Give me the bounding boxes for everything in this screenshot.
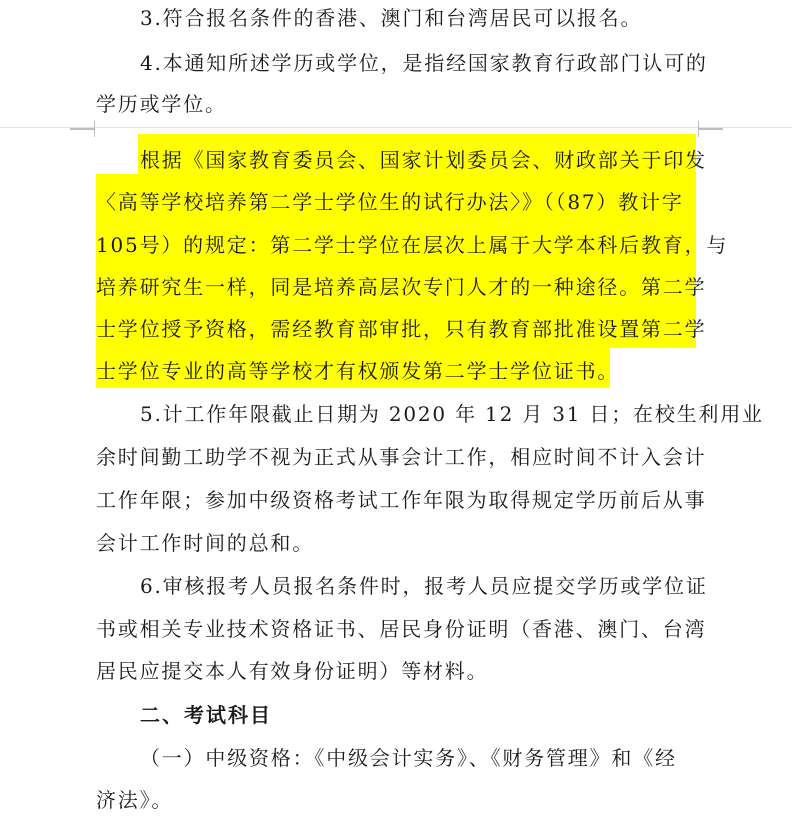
- page-corner-mark: [70, 128, 95, 137]
- item-3-line-1: 3.符合报名条件的香港、澳门和台湾居民可以报名。: [140, 6, 643, 30]
- subject-1-line-2: 济法》。: [96, 788, 174, 812]
- item-4-line-2: 学历或学位。: [96, 92, 227, 116]
- item-4-line-1: 4.本通知所述学历或学位，是指经国家教育行政部门认可的: [140, 51, 708, 75]
- page-corner-mark: [698, 128, 723, 137]
- item-5-line-1: 5.计工作年限截止日期为 2020 年 12 月 31 日；在校生利用业: [140, 402, 764, 426]
- note-line-6: 士学位专业的高等学校才有权颁发第二学士学位证书。: [96, 359, 620, 383]
- item-5-line-4: 会计工作时间的总和。: [96, 531, 314, 555]
- note-line-5: 士学位授予资格，需经教育部审批，只有教育部批准设置第二学: [96, 317, 707, 341]
- section-heading: 二、考试科目: [140, 703, 272, 727]
- note-line-2: 〈高等学校培养第二学士学位生的试行办法〉》（（87）教计字: [96, 190, 684, 214]
- highlight-indent-gap: [96, 134, 138, 174]
- item-5-line-2: 余时间勤工助学不视为正式从事会计工作，相应时间不计入会计: [96, 445, 707, 469]
- page-break-line: [0, 127, 792, 128]
- item-6-line-2: 书或相关专业技术资格证书、居民身份证明（香港、澳门、台湾: [96, 617, 707, 641]
- note-line-4: 培养研究生一样，同是培养高层次专门人才的一种途径。第二学: [96, 275, 707, 299]
- item-6-line-1: 6.审核报考人员报名条件时，报考人员应提交学历或学位证: [140, 574, 708, 598]
- item-6-line-3: 居民应提交本人有效身份证明）等材料。: [96, 659, 489, 683]
- highlight-end-gap: [610, 348, 696, 388]
- note-line-3: 105号）的规定：第二学士学位在层次上属于大学本科后教育，与: [96, 233, 729, 257]
- item-5-line-3: 工作年限；参加中级资格考试工作年限为取得规定学历前后从事: [96, 488, 707, 512]
- note-line-1: 根据《国家教育委员会、国家计划委员会、财政部关于印发: [140, 148, 707, 172]
- text-highlight: [96, 134, 696, 388]
- subject-1-line-1: （一）中级资格：《中级会计实务》、《财务管理》和《经: [140, 746, 677, 770]
